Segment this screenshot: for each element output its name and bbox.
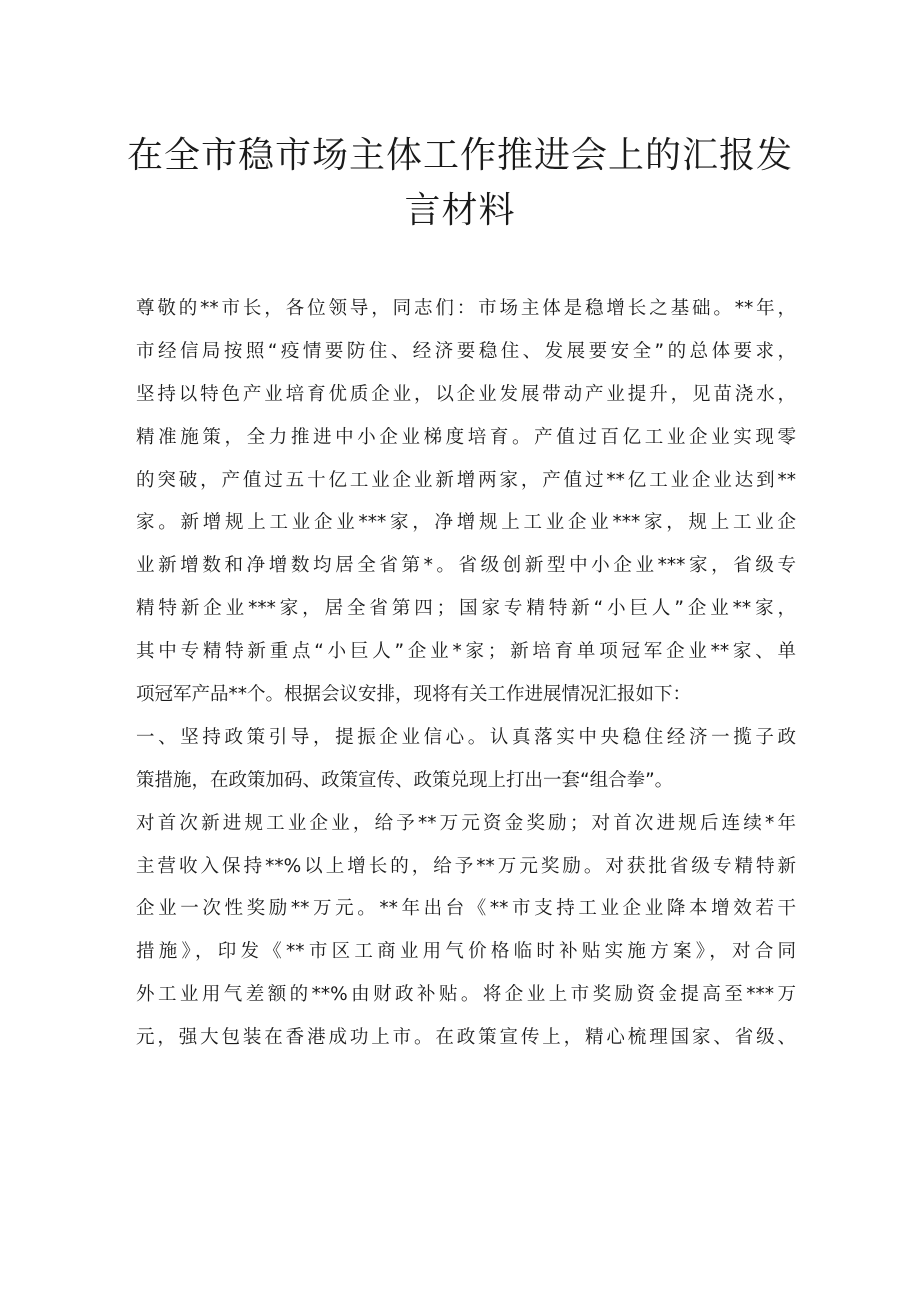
document-title (120, 128, 800, 238)
body-line: 对首次新进规工业企业，给予**万元资金奖励；对首次进规后连续*年 (136, 812, 796, 834)
body-line: 精准施策，全力推进中小企业梯度培育。产值过百亿工业企业实现零 (136, 426, 796, 448)
title-line-2: 言材料 (404, 190, 516, 231)
body-line: 策措施，在政策加码、政策宣传、政策兑现上打出一套“组合拳”。 (136, 769, 674, 791)
body-line: 的突破，产值过五十亿工业企业新增两家，产值过**亿工业企业达到** (136, 469, 796, 491)
body-line: 措施》，印发《**市区工商业用气价格临时补贴实施方案》，对合同 (136, 941, 796, 963)
body-line: 家。新增规上工业企业***家，净增规上工业企业***家，规上工业企 (136, 512, 796, 534)
title-line-1: 在全市稳市场主体工作推进会上的汇报发 (126, 135, 793, 176)
document-body (136, 288, 796, 1060)
body-line: 坚持以特色产业培育优质企业，以企业发展带动产业提升，见苗浇水， (136, 383, 796, 405)
body-line: 项冠军产品**个。根据会议安排，现将有关工作进展情况汇报如下： (136, 684, 692, 706)
body-line: 其中专精特新重点“小巨人”企业*家；新培育单项冠军企业**家、单 (136, 641, 796, 663)
body-line: 精特新企业***家，居全省第四；国家专精特新“小巨人”企业**家， (136, 598, 796, 620)
body-line: 一、坚持政策引导，提振企业信心。认真落实中央稳住经济一揽子政 (136, 726, 796, 748)
body-line: 外工业用气差额的**%由财政补贴。将企业上市奖励资金提高至***万 (136, 984, 796, 1006)
body-line: 尊敬的**市长，各位领导，同志们：市场主体是稳增长之基础。**年， (136, 298, 796, 319)
body-line: 主营收入保持**%以上增长的，给予**万元奖励。对获批省级专精特新 (136, 855, 796, 877)
body-line: 企业一次性奖励**万元。**年出台《**市支持工业企业降本增效若干 (136, 898, 796, 920)
body-line: 业新增数和净增数均居全省第*。省级创新型中小企业***家，省级专 (136, 555, 796, 577)
body-line: 元，强大包装在香港成功上市。在政策宣传上，精心梳理国家、省级、 (136, 1027, 796, 1049)
body-line: 市经信局按照“疫情要防住、经济要稳住、发展要安全”的总体要求， (136, 340, 796, 362)
